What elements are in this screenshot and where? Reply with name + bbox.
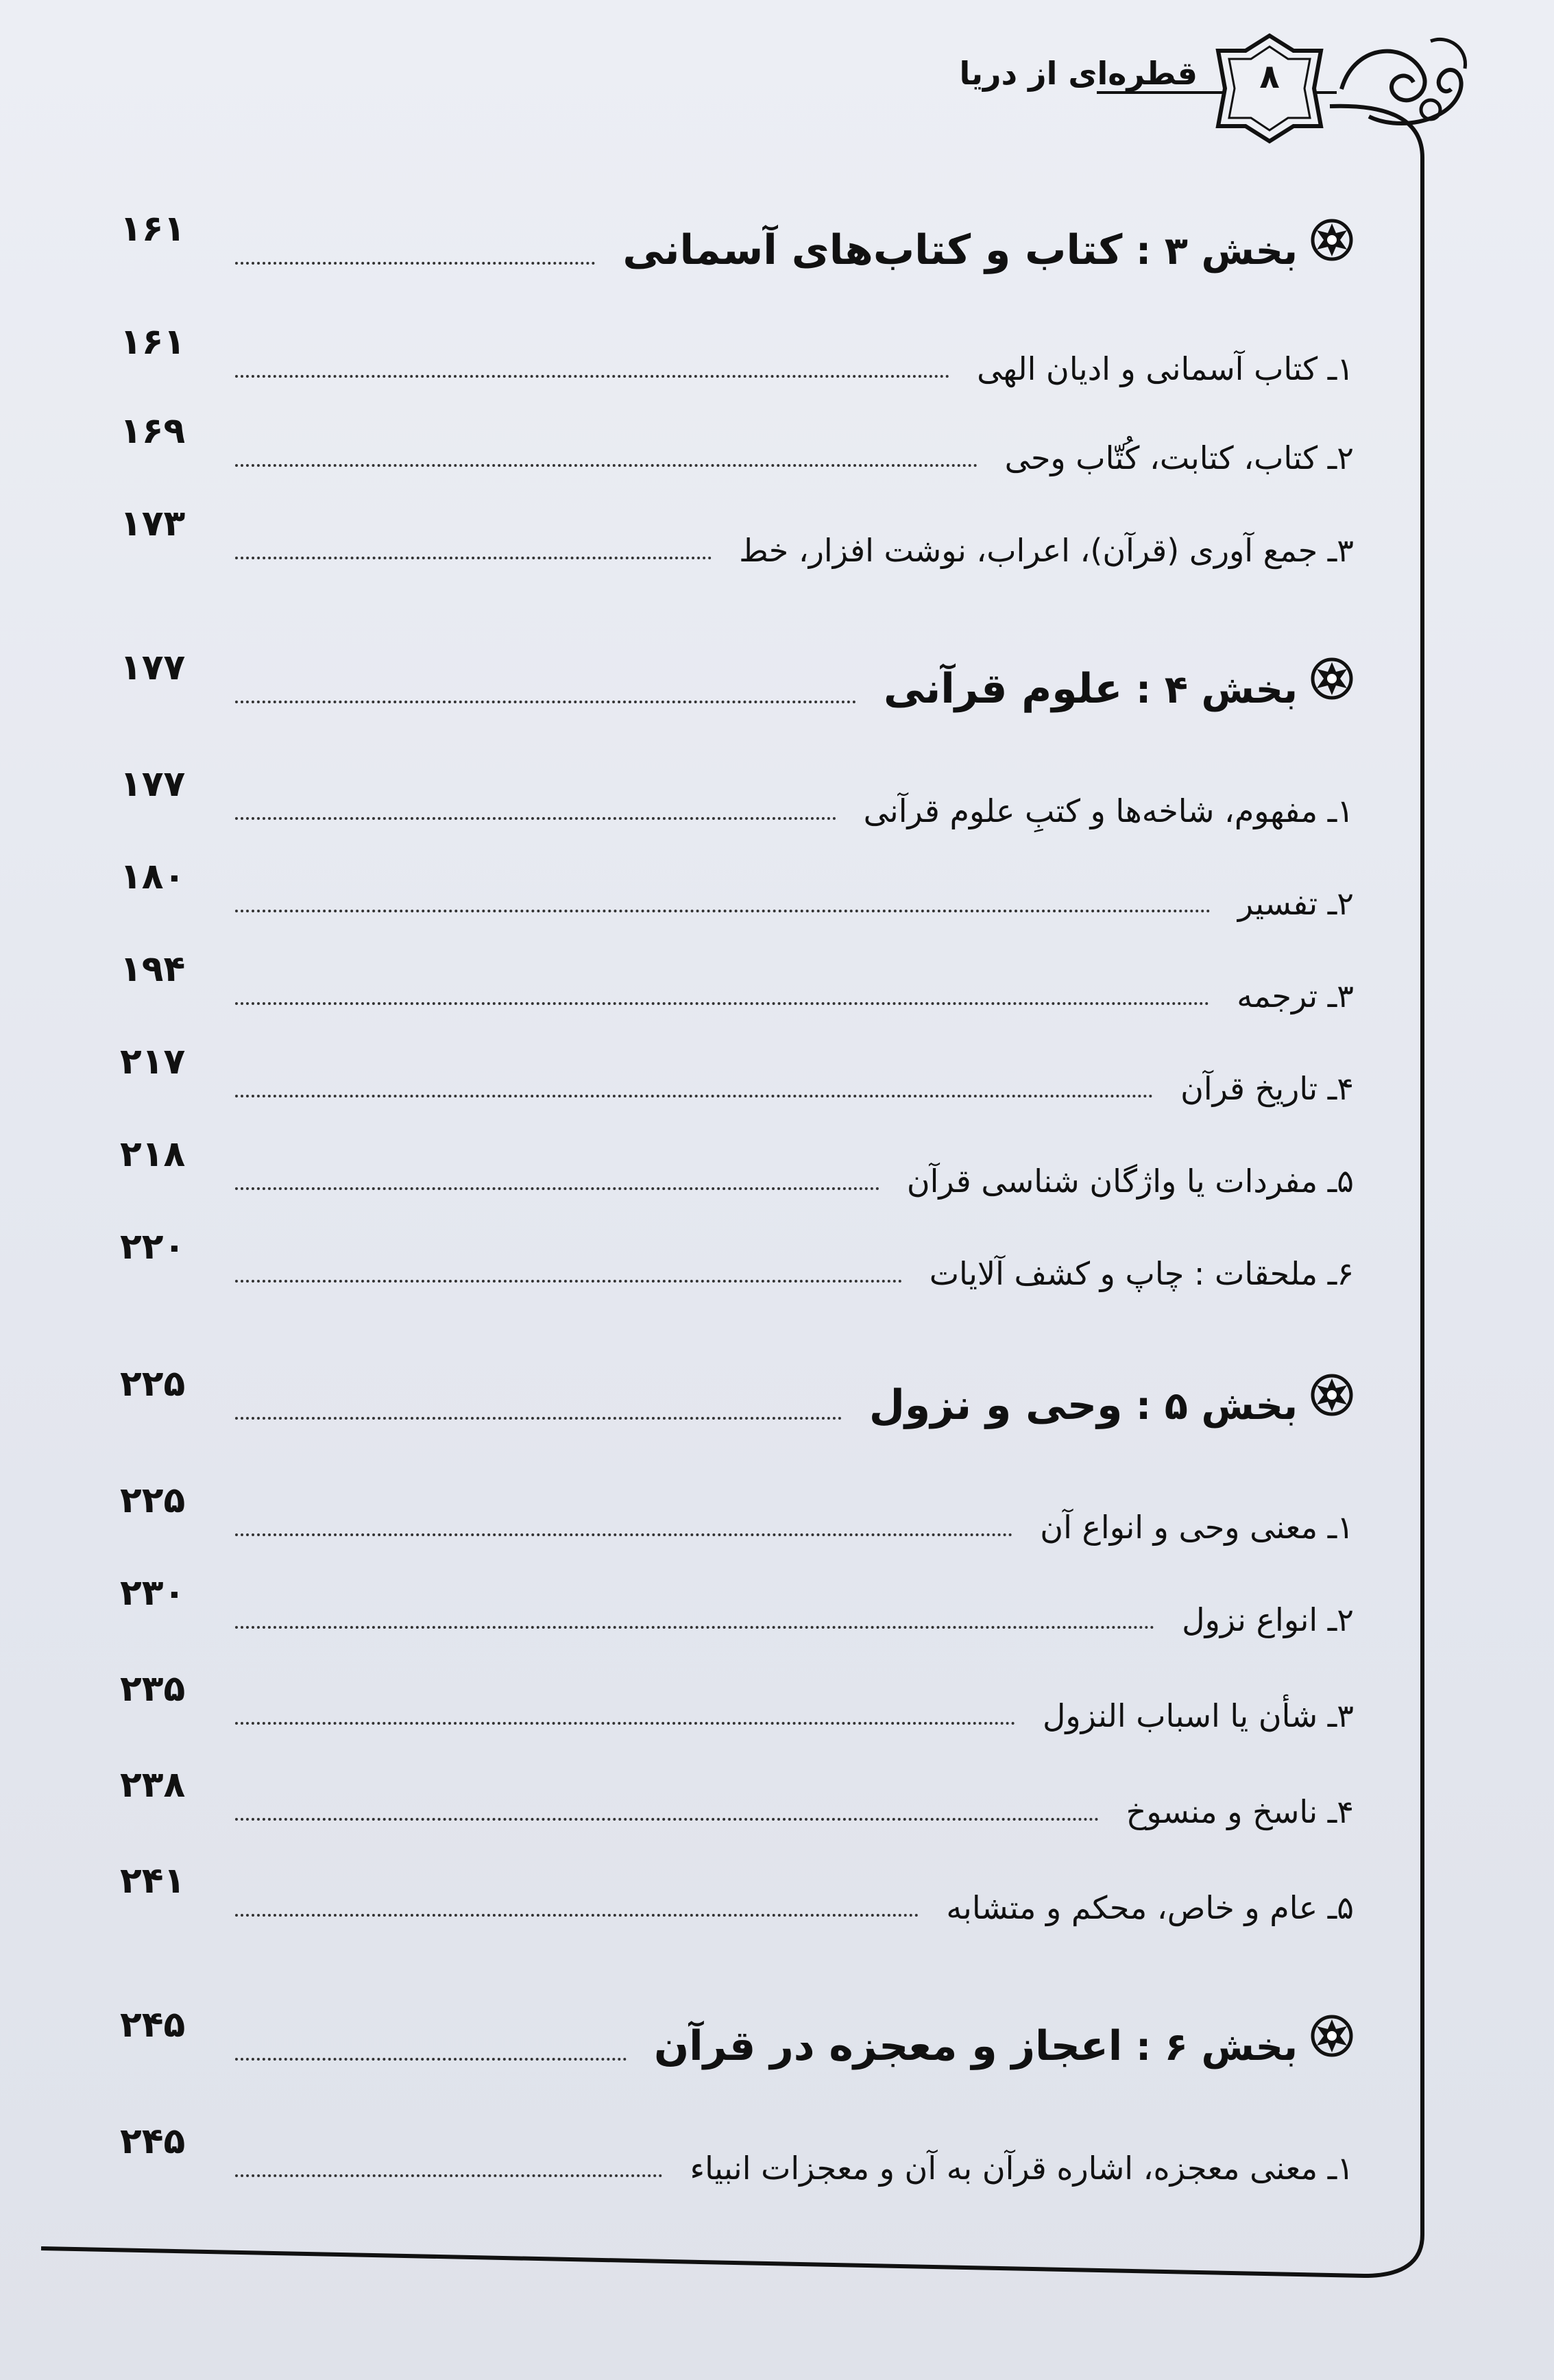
entry-page-number: ۲۱۸ (120, 1134, 186, 1175)
section-page-number: ۲۴۵ (120, 2004, 186, 2045)
entry-label: ۱ـ معنی معجزه، اشاره قرآن به آن و معجزات انبیاء (690, 2150, 1354, 2187)
dot-leader (235, 1095, 1153, 1097)
entry-page-number: ۲۴۵ (120, 2121, 186, 2162)
dot-leader (235, 1002, 1209, 1005)
dot-leader (235, 1722, 1015, 1725)
entry-label: ۴ـ ناسخ و منسوخ (1126, 1793, 1354, 1830)
star-rosette-icon (1310, 657, 1354, 701)
entry-label: ۲ـ انواع نزول (1182, 1601, 1354, 1638)
section-page-number: ۱۶۱ (120, 208, 186, 250)
dot-leader (235, 262, 595, 265)
entry-label: ۳ـ ترجمه (1237, 977, 1354, 1015)
entry-page-number: ۲۳۰ (120, 1572, 186, 1614)
entry-page-number: ۱۷۷ (120, 764, 186, 805)
entry-label: ۳ـ جمع آوری (قرآن)، اعراب، نوشت افزار، خط (739, 532, 1354, 569)
toc-entry[interactable] (120, 1762, 1354, 1830)
section-title: اعجاز و معجزه در قرآن (653, 2022, 1123, 2070)
entry-label: ۱ـ معنی وحی و انواع آن (1040, 1509, 1354, 1546)
star-rosette-icon (1310, 2014, 1354, 2058)
entry-page-number: ۲۲۰ (120, 1226, 186, 1267)
floral-scroll-icon (1328, 27, 1479, 137)
toc-entry[interactable] (120, 1570, 1354, 1638)
section-prefix: بخش ۵ : (1135, 1384, 1298, 1429)
dot-leader (235, 1626, 1154, 1629)
dot-leader (235, 1280, 902, 1283)
dot-leader (235, 464, 978, 467)
section-label (854, 1381, 1298, 1429)
section-prefix: بخش ۶ : (1135, 2025, 1298, 2069)
dot-leader (235, 1187, 879, 1190)
toc-entry[interactable] (120, 1477, 1354, 1546)
section-label (869, 665, 1298, 713)
entry-label: ۵ـ عام و خاص، محکم و متشابه (946, 1889, 1354, 1926)
toc-entry[interactable] (120, 500, 1354, 569)
entry-page-number: ۱۷۳ (120, 503, 186, 544)
section-prefix: بخش ۴ : (1135, 668, 1298, 712)
section-label (607, 226, 1298, 274)
toc-entry[interactable] (120, 761, 1354, 829)
star-rosette-icon (1310, 218, 1354, 262)
section-prefix: بخش ۳ : (1135, 229, 1298, 274)
entry-label: ۱ـ مفهوم، شاخه‌ها و کتبِ علوم قرآنی (863, 792, 1354, 829)
toc-entry[interactable] (120, 1224, 1354, 1292)
page-number: ۸ (1259, 58, 1280, 96)
entry-page-number: ۱۸۰ (120, 856, 186, 897)
dot-leader (235, 1533, 1012, 1536)
dot-leader (235, 910, 1211, 912)
star-rosette-icon (1310, 1373, 1354, 1417)
entry-label: ۲ـ کتاب، کتابت، کُتّاب وحی (1004, 439, 1354, 476)
entry-page-number: ۲۳۸ (120, 1764, 186, 1806)
entry-page-number: ۲۴۱ (120, 1860, 186, 1902)
toc-section-4[interactable] (120, 644, 1354, 713)
dot-leader (235, 817, 836, 820)
toc-entry[interactable] (120, 408, 1354, 476)
toc-entry[interactable] (120, 853, 1354, 922)
toc-section-6[interactable] (120, 2002, 1354, 2070)
section-page-number: ۱۷۷ (120, 647, 186, 688)
toc-entry[interactable] (120, 1039, 1354, 1107)
running-title: قطره‌ای از دریا (959, 55, 1198, 92)
section-title: کتاب و کتاب‌های آسمانی (622, 226, 1123, 274)
toc-entry[interactable] (120, 319, 1354, 387)
toc-section-5[interactable] (120, 1361, 1354, 1429)
entry-label: ۱ـ کتاب آسمانی و ادیان الهی (977, 350, 1354, 387)
section-page-number: ۲۲۵ (120, 1363, 186, 1405)
entry-label: ۴ـ تاریخ قرآن (1180, 1070, 1354, 1107)
entry-label: ۵ـ مفردات یا واژگان شناسی قرآن (906, 1163, 1354, 1200)
dot-leader (235, 2174, 662, 2177)
entry-page-number: ۲۳۵ (120, 1668, 186, 1710)
entry-page-number: ۱۹۴ (120, 949, 186, 990)
dot-leader (235, 1914, 919, 1917)
toc-entry[interactable] (120, 2118, 1354, 2187)
section-title: وحی و نزول (869, 1381, 1123, 1429)
section-label (639, 2022, 1298, 2070)
entry-page-number: ۲۲۵ (120, 1480, 186, 1521)
dot-leader (235, 1417, 842, 1420)
entry-page-number: ۱۶۱ (120, 321, 186, 363)
entry-label: ۶ـ ملحقات : چاپ و کشف آلایات (929, 1255, 1354, 1292)
toc-entry[interactable] (120, 1666, 1354, 1734)
entry-page-number: ۲۱۷ (120, 1041, 186, 1082)
toc-section-3[interactable] (120, 206, 1354, 274)
dot-leader (235, 2058, 627, 2061)
dot-leader (235, 701, 856, 703)
dot-leader (235, 375, 949, 378)
toc-entry[interactable] (120, 1131, 1354, 1200)
entry-label: ۳ـ شأن یا اسباب النزول (1042, 1697, 1354, 1734)
section-title: علوم قرآنی (884, 665, 1123, 713)
entry-label: ۲ـ تفسیر (1237, 885, 1354, 922)
toc-entry[interactable] (120, 1858, 1354, 1926)
dot-leader (235, 1818, 1099, 1821)
page-number-badge (1211, 30, 1328, 147)
entry-page-number: ۱۶۹ (120, 411, 186, 452)
dot-leader (235, 557, 712, 559)
toc-entry[interactable] (120, 946, 1354, 1015)
